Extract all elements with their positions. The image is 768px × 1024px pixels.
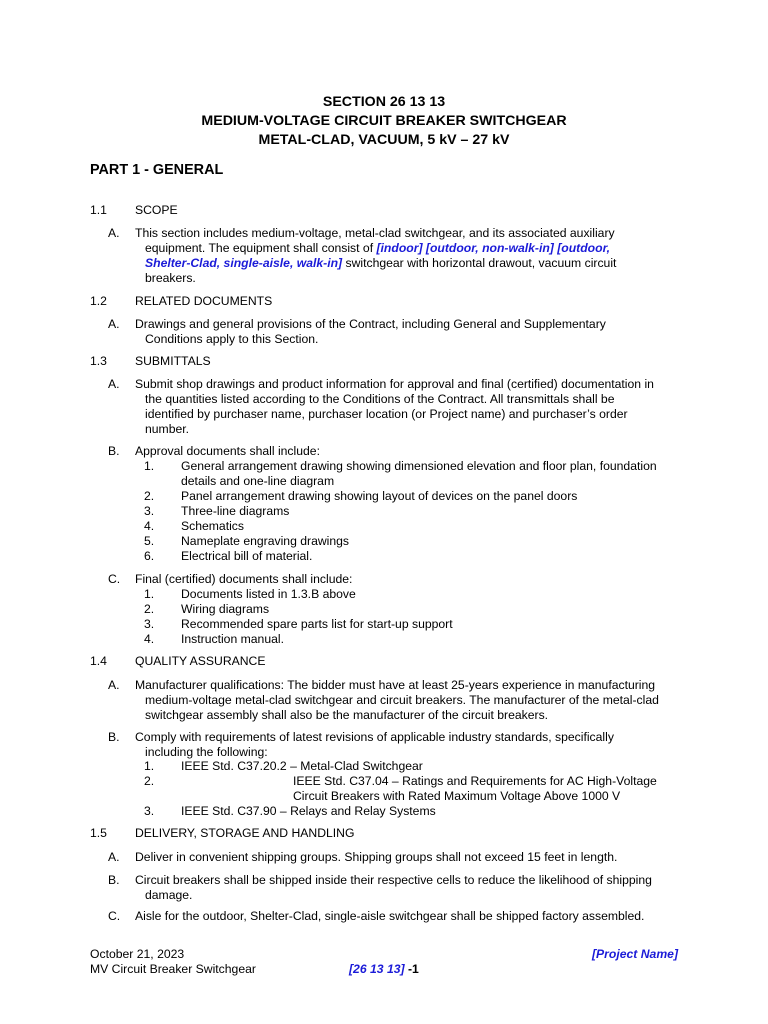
list-number: 6.: [144, 549, 155, 563]
article-number: 1.3: [90, 354, 107, 368]
paragraph-letter: B.: [108, 730, 120, 744]
article-title: DELIVERY, STORAGE AND HANDLING: [135, 826, 355, 840]
paragraph-letter: A.: [108, 678, 120, 692]
paragraph-letter: B.: [108, 873, 120, 887]
list-item: IEEE Std. C37.04 – Ratings and Requirements for AC High-Voltage Circuit Breakers with Rated Maximum Voltage Above 1000 V: [293, 774, 657, 803]
placeholder-option: Shelter-Clad, single-aisle, walk-in]: [145, 256, 343, 270]
list-number: 2.: [144, 489, 155, 503]
paragraph-letter: A.: [108, 226, 120, 240]
approval-docs-paragraph: Approval documents shall include:: [135, 444, 320, 458]
paragraph-letter: B.: [108, 444, 120, 458]
list-item: Instruction manual.: [181, 632, 284, 646]
list-number: 3.: [144, 504, 155, 518]
section-title: MEDIUM-VOLTAGE CIRCUIT BREAKER SWITCHGEAR: [201, 113, 567, 129]
list-number: 3.: [144, 804, 155, 818]
list-item: Documents listed in 1.3.B above: [181, 587, 356, 601]
article-number: 1.5: [90, 826, 107, 840]
list-number: 1.: [144, 459, 155, 473]
submittals-paragraph: Submit shop drawings and product information for approval and final (certified) documentation in the quantities listed according to the Conditions of the Contract. All transmittals shall be identified by purchaser name, purchaser location (or Project name) and purchaser’s order number.: [135, 377, 654, 436]
scope-paragraph: This section includes medium-voltage, metal-clad switchgear, and its associated auxiliary equipment. The equipment shall consist of [indoor] [outdoor, non-walk-in] [outdoor, Shelter-Clad, single-aisle, walk-in] switchgear with horizontal drawout, vacuum circuit breakers.: [135, 226, 617, 285]
list-item: Wiring diagrams: [181, 602, 270, 616]
qualifications-paragraph: Manufacturer qualifications: The bidder must have at least 25-years experience in manufacturing medium-voltage metal-clad switchgear and circuit breakers. The manufacturer of the metal-clad switchgear assembly shall also be the manufacturer of the circuit breakers.: [135, 678, 659, 722]
footer-page-number: -1: [404, 962, 419, 976]
related-docs-paragraph: Drawings and general provisions of the Contract, including General and Supplementary Conditions apply to this Section.: [135, 317, 606, 346]
part-heading: PART 1 - GENERAL: [90, 162, 224, 178]
list-number: 4.: [144, 632, 155, 646]
list-number: 1.: [144, 759, 155, 773]
article-number: 1.1: [90, 203, 107, 217]
footer-section-ref: [26 13 13]: [349, 962, 405, 976]
article-title: RELATED DOCUMENTS: [135, 294, 273, 308]
paragraph-letter: C.: [108, 572, 121, 586]
list-number: 2.: [144, 602, 155, 616]
footer-doc-name: MV Circuit Breaker Switchgear: [90, 962, 256, 976]
section-number: SECTION 26 13 13: [322, 94, 446, 110]
paragraph-letter: A.: [108, 317, 120, 331]
article-title: SUBMITTALS: [135, 354, 211, 368]
list-item: General arrangement drawing showing dimensioned elevation and floor plan, foundation details and one-line diagram: [181, 459, 657, 488]
list-number: 4.: [144, 519, 155, 533]
breaker-shipping-paragraph: Circuit breakers shall be shipped inside their respective cells to reduce the likelihood of shipping damage.: [135, 873, 652, 902]
paragraph-letter: C.: [108, 909, 121, 923]
list-number: 2.: [144, 774, 155, 788]
final-docs-paragraph: Final (certified) documents shall include:: [135, 572, 353, 586]
list-item: Three-line diagrams: [181, 504, 290, 518]
shipping-paragraph: Deliver in convenient shipping groups. Shipping groups shall not exceed 15 feet in length.: [135, 850, 618, 864]
list-number: 5.: [144, 534, 155, 548]
standards-paragraph: Comply with requirements of latest revisions of applicable industry standards, specifically including the following:: [135, 730, 614, 759]
footer-project-name: [Project Name]: [591, 947, 678, 961]
list-item: Recommended spare parts list for start-up support: [181, 617, 453, 631]
footer-page-ref: [349, 962, 419, 977]
aisle-shipping-paragraph: Aisle for the outdoor, Shelter-Clad, single-aisle switchgear shall be shipped factory assembled.: [135, 909, 645, 923]
list-item: IEEE Std. C37.90 – Relays and Relay Systems: [181, 804, 436, 818]
paragraph-letter: A.: [108, 377, 120, 391]
list-item: Nameplate engraving drawings: [181, 534, 350, 548]
article-number: 1.4: [90, 654, 107, 668]
article-title: SCOPE: [135, 203, 178, 217]
article-title: QUALITY ASSURANCE: [135, 654, 266, 668]
section-subtitle: METAL-CLAD, VACUUM, 5 kV – 27 kV: [258, 132, 510, 148]
article-number: 1.2: [90, 294, 107, 308]
list-item: Panel arrangement drawing showing layout of devices on the panel doors: [181, 489, 578, 503]
list-item: Schematics: [181, 519, 244, 533]
placeholder-option: [indoor] [outdoor, non-walk-in] [outdoor,: [376, 241, 611, 255]
list-item: Electrical bill of material.: [181, 549, 313, 563]
list-item: IEEE Std. C37.20.2 – Metal-Clad Switchgear: [181, 759, 423, 773]
paragraph-letter: A.: [108, 850, 120, 864]
list-number: 1.: [144, 587, 155, 601]
footer-date: October 21, 2023: [90, 947, 185, 961]
list-number: 3.: [144, 617, 155, 631]
